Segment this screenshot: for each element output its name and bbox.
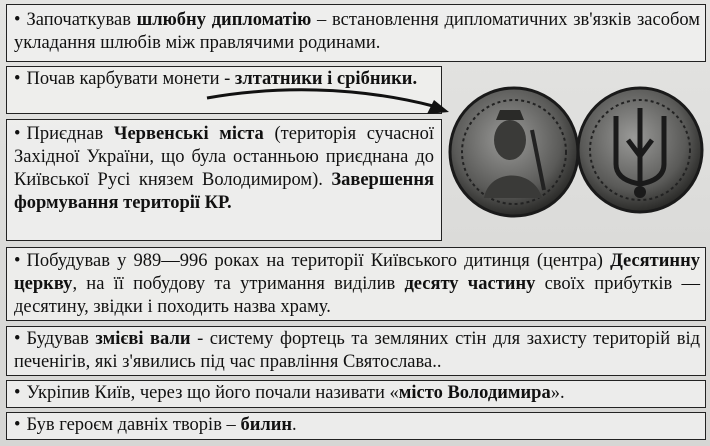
bold-term: Червенські міста <box>113 124 264 144</box>
item-text-2: • Почав карбувати монети - злтатники і срібники. <box>14 69 418 89</box>
bullet: • <box>14 10 21 30</box>
item-text-7: • Був героєм давніх творів – билин. <box>14 415 297 435</box>
curved-arrow-icon <box>205 78 450 118</box>
bold-term: Завершення формування території КР. <box>14 170 434 213</box>
coins-image <box>444 80 706 218</box>
coin-obverse-prince-icon <box>450 88 578 216</box>
bold-term: шлюбну дипломатію <box>136 10 312 30</box>
item-text-4: • Побудував у 989—996 роках на території Київського дитинця (центра) Десятинну церкву, на її побудову та утримання виділив десяту частину своїх прибутків — десятину, звідки і походить назва храму. <box>14 251 700 317</box>
bold-term: билин <box>240 415 293 435</box>
bold-term: злтатники і срібники. <box>234 69 418 89</box>
bold-term: Десятинну церкву <box>14 251 700 294</box>
coin-reverse-trident-icon <box>578 88 702 212</box>
bold-term: місто Володимира <box>398 383 551 403</box>
bold-term: десяту частину <box>404 274 536 294</box>
item-text-3: • Приєднав Червенські міста (територія сучасної Західної України, що була останньою приєднана до Київської Русі князем Володимиром). Завершення формування території КР. <box>14 124 434 213</box>
item-text-5: • Будував змієві вали - систему фортець та земляних стін для захисту територій від печенігів, які з'явились під час правління Святослава.. <box>14 329 700 372</box>
item-text-1: • Започаткував шлюбну дипломатію – встановлення дипломатичних зв'язків засобом укладання шлюбів між правлячими родинами. <box>14 10 700 53</box>
bold-term: змієві вали <box>95 329 191 349</box>
item-text-6: • Укріпив Київ, через що його почали називати «місто Володимира». <box>14 383 565 403</box>
